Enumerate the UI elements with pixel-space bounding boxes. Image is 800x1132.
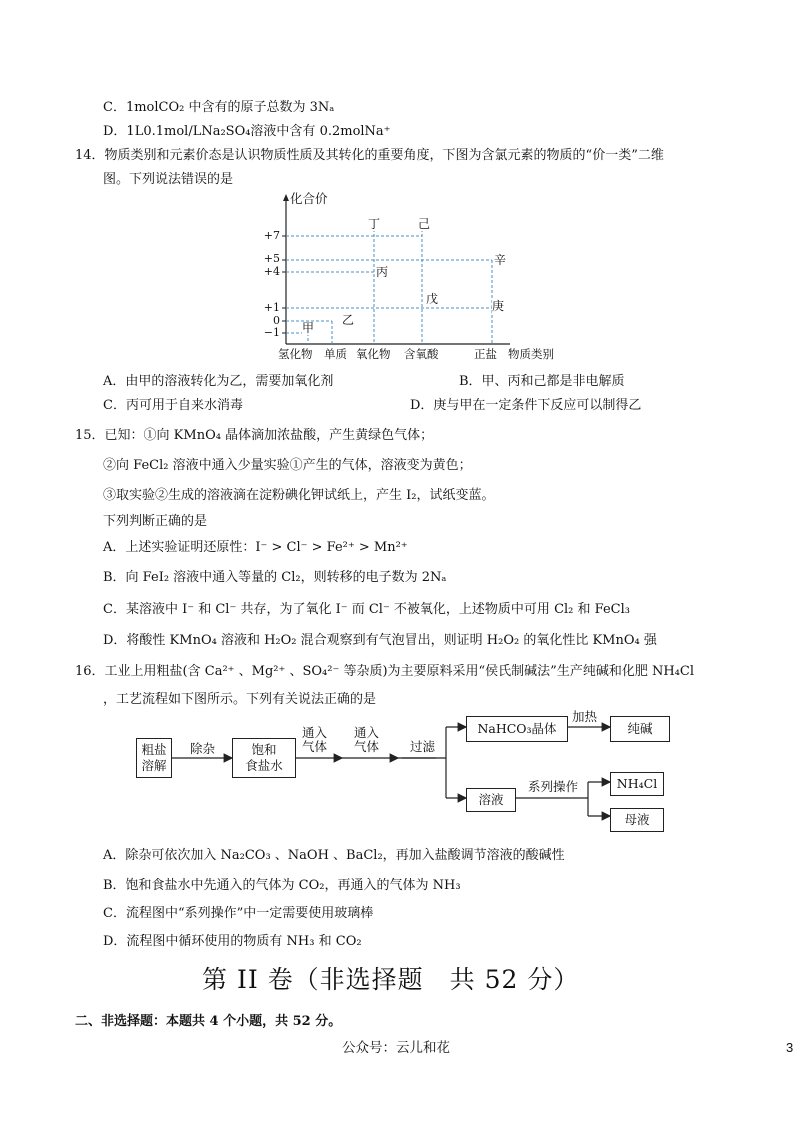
- flow-arrow-label-gas1: 通入 气体: [302, 725, 328, 754]
- section-subtitle: 二、非选择题：本题共 4 个小题，共 52 分。: [75, 1014, 342, 1029]
- q15-option-a: A．上述实验证明还原性：I⁻ > Cl⁻ > Fe²⁺ > Mn²⁺: [103, 540, 408, 555]
- section-title: 第 II 卷（非选择题 共 52 分）: [202, 965, 580, 994]
- point-ji: 己: [418, 217, 431, 231]
- x-tick-oxyacid: 含氧酸: [404, 347, 439, 361]
- point-wu: 戊: [426, 292, 439, 306]
- point-bing: 丙: [376, 265, 389, 279]
- q16-option-a: A．除杂可依次加入 Na₂CO₃ 、NaOH 、BaCl₂，再加入盐酸调节溶液的酸碱性: [103, 848, 565, 863]
- x-tick-oxide: 氧化物: [356, 347, 391, 361]
- flow-arrow-label-heat: 加热: [572, 709, 598, 724]
- flow-arrows: [130, 710, 690, 836]
- q15-option-c: C．某溶液中 I⁻ 和 Cl⁻ 共存，为了氧化 I⁻ 而 Cl⁻ 不被氧化，上述物质中可用 Cl₂ 和 FeCl₃: [103, 602, 630, 617]
- chart-x-axis-label: 物质类别: [508, 347, 554, 361]
- flow-label-filter: 过滤: [410, 739, 436, 754]
- flow-box-nahco3: NaHCO₃晶体: [466, 716, 568, 742]
- x-tick-element: 单质: [324, 347, 347, 361]
- flow-box-solution: 溶液: [466, 788, 516, 812]
- point-yi: 乙: [342, 313, 355, 327]
- q16-stem-cont: ，工艺流程如下图所示。下列有关说法正确的是: [103, 692, 377, 707]
- q16-stem: 16．工业上用粗盐(含 Ca²⁺ 、Mg²⁺ 、SO₄²⁻ 等杂质)为主要原料采用“侯氏制碱法”生产纯碱和化肥 NH₄Cl: [75, 664, 694, 679]
- q13-option-d: D．1L0.1mol/LNa₂SO₄溶液中含有 0.2molNa⁺: [103, 124, 391, 139]
- chart-y-axis-label: 化合价: [290, 191, 328, 206]
- q14-option-a: A．由甲的溶液转化为乙，需要加氧化剂: [103, 374, 334, 389]
- point-ding: 丁: [368, 217, 381, 231]
- q15-ask: 下列判断正确的是: [103, 514, 208, 529]
- x-tick-salt: 正盐: [474, 347, 497, 361]
- flow-arrow-label-purify: 除杂: [190, 741, 216, 756]
- q14-option-c: C．丙可用于自来水消毒: [103, 398, 243, 413]
- q13-option-c: C．1molCO₂ 中含有的原子总数为 3Nₐ: [103, 100, 335, 115]
- q16-option-d: D．流程图中循环使用的物质有 NH₃ 和 CO₂: [103, 934, 362, 949]
- footer-text: 公众号：云儿和花: [342, 1040, 450, 1056]
- flow-box-soda: 纯碱: [610, 716, 670, 742]
- point-jia: 甲: [302, 321, 315, 335]
- q15-statement-3: ③取实验②生成的溶液滴在淀粉碘化钾试纸上，产生 I₂，试纸变蓝。: [103, 488, 495, 503]
- page-number: 3: [786, 1040, 794, 1055]
- q14-stem-cont: 图。下列说法错误的是: [103, 172, 234, 187]
- q14-stem: 14．物质类别和元素价态是认识物质性质及其转化的重要角度，下图为含氯元素的物质的“价一类”二维: [75, 148, 664, 163]
- y-tick-minus1: −1: [263, 326, 280, 339]
- valence-class-chart: [262, 190, 582, 366]
- q16-option-b: B．饱和食盐水中先通入的气体为 CO₂，再通入的气体为 NH₃: [103, 878, 461, 893]
- q14-option-b: B．甲、丙和己都是非电解质: [459, 374, 625, 389]
- q15-stem: 15．已知：①向 KMnO₄ 晶体滴加浓盐酸，产生黄绿色气体；: [75, 428, 434, 443]
- flow-box-brine: 饱和 食盐水: [232, 738, 296, 778]
- process-flow-diagram: [130, 710, 690, 836]
- y-tick-plus1: +1: [263, 301, 280, 314]
- q15-statement-2: ②向 FeCl₂ 溶液中通入少量实验①产生的气体，溶液变为黄色；: [103, 458, 472, 473]
- flow-box-dissolve: 粗盐 溶解: [136, 738, 172, 778]
- q14-option-d: D．庚与甲在一定条件下反应可以制得乙: [410, 398, 642, 413]
- flow-arrow-label-gas2: 通入 气体: [354, 725, 380, 754]
- point-geng: 庚: [492, 299, 505, 313]
- y-tick-zero: 0: [273, 314, 280, 327]
- flow-box-nh4cl: NH₄Cl: [610, 772, 664, 796]
- q16-option-c: C．流程图中“系列操作”中一定需要使用玻璃棒: [103, 906, 374, 921]
- point-xin: 辛: [494, 253, 507, 267]
- q15-option-d: D．将酸性 KMnO₄ 溶液和 H₂O₂ 混合观察到有气泡冒出，则证明 H₂O₂ 的氧化性比 KMnO₄ 强: [103, 633, 657, 648]
- q15-option-b: B．向 FeI₂ 溶液中通入等量的 Cl₂，则转移的电子数为 2Nₐ: [103, 570, 447, 585]
- flow-arrow-label-series: 系列操作: [528, 779, 579, 794]
- y-tick-plus5: +5: [263, 252, 280, 265]
- flow-box-mother-liquor: 母液: [610, 808, 664, 832]
- x-tick-hydride: 氢化物: [278, 347, 313, 361]
- y-tick-plus4: +4: [263, 265, 280, 278]
- y-tick-plus7: +7: [263, 229, 280, 242]
